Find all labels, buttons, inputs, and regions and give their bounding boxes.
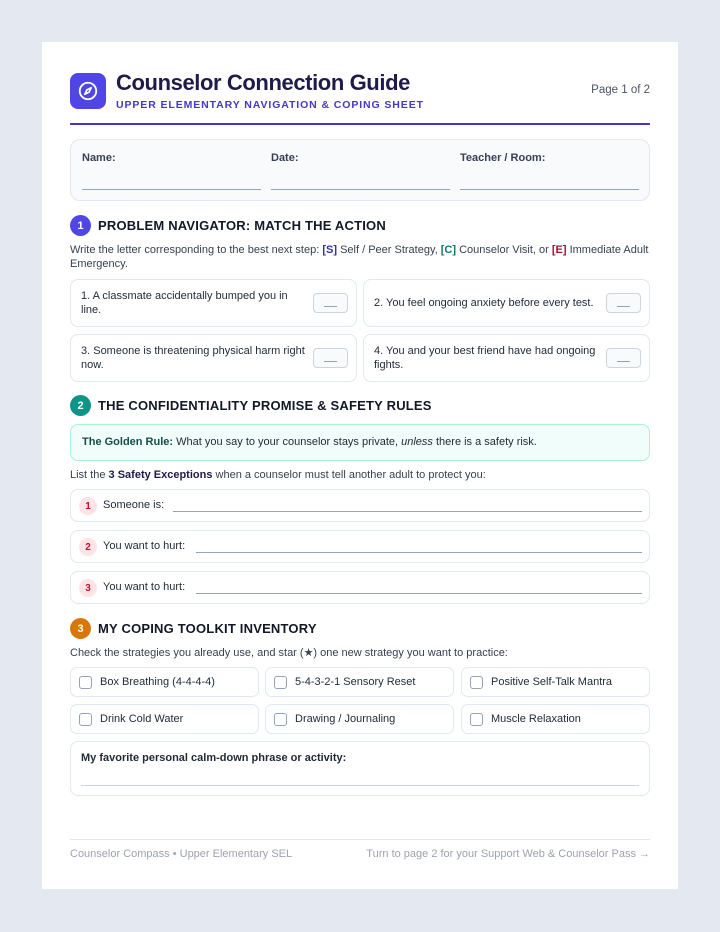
section-1-instructions xyxy=(70,243,650,271)
footer-right: Turn to page 2 for your Support Web & Counselor Pass → xyxy=(366,848,650,860)
tag-emergency-text: Immediate Adult Emergency. xyxy=(70,244,649,270)
strategy-label: Positive Self-Talk Mantra xyxy=(491,676,613,688)
tag-emergency: [E] xyxy=(551,244,567,256)
checkbox[interactable] xyxy=(79,713,92,726)
scenario-text: 1. A classmate accidentally bumped you in line. xyxy=(81,290,288,316)
list-bold: 3 Safety Exceptions xyxy=(108,469,213,481)
strategy-checkbox-item[interactable] xyxy=(70,704,259,734)
exception-number: 1 xyxy=(79,497,97,515)
section-3-instructions: Check the strategies you already use, and star (★) one new strategy you want to practice: xyxy=(70,647,508,659)
scenario-text: 4. You and your best friend have had ongoing fights. xyxy=(374,345,596,371)
section-1-header xyxy=(70,215,386,236)
strategy-label: Drink Cold Water xyxy=(100,713,184,725)
checkbox[interactable] xyxy=(79,676,92,689)
tag-self-text: Self / Peer Strategy, xyxy=(340,244,438,256)
exception-answer-line[interactable] xyxy=(173,511,642,512)
exception-number: 3 xyxy=(79,579,97,597)
page-indicator: Page 1 of 2 xyxy=(591,84,650,96)
strategy-checkbox-item[interactable] xyxy=(461,667,650,697)
golden-rule-text-a: What you say to your counselor stays private, xyxy=(176,436,399,448)
exception-answer-line[interactable] xyxy=(196,593,642,594)
list-prefix: List the xyxy=(70,469,106,481)
answer-box[interactable] xyxy=(313,348,348,368)
safety-exception-row xyxy=(70,489,650,522)
section-3-number: 3 xyxy=(70,618,91,639)
checkbox[interactable] xyxy=(470,713,483,726)
answer-box[interactable] xyxy=(606,348,641,368)
answer-box[interactable] xyxy=(606,293,641,313)
compass-icon xyxy=(70,73,106,109)
scenario-card xyxy=(363,279,650,327)
worksheet-page xyxy=(42,42,678,889)
safety-exception-row xyxy=(70,571,650,604)
name-line[interactable] xyxy=(82,189,261,190)
instr-prefix: Write the letter corresponding to the best next step: xyxy=(70,244,320,256)
golden-rule-callout xyxy=(70,424,650,461)
answer-box[interactable] xyxy=(313,293,348,313)
teacher-room-field[interactable] xyxy=(460,152,639,164)
section-2-title: THE CONFIDENTIALITY PROMISE & SAFETY RULES xyxy=(98,398,432,413)
exception-label: You want to hurt: xyxy=(103,581,186,593)
exception-label: You want to hurt: xyxy=(103,540,186,552)
section-1-number: 1 xyxy=(70,215,91,236)
date-label: Date: xyxy=(271,152,299,164)
strategy-label: Box Breathing (4-4-4-4) xyxy=(100,676,215,688)
safety-exception-row xyxy=(70,530,650,563)
scenario-text: 3. Someone is threatening physical harm right now. xyxy=(81,345,305,371)
student-info-box xyxy=(70,139,650,201)
strategy-checkbox-item[interactable] xyxy=(265,667,454,697)
section-3-header xyxy=(70,618,317,639)
golden-rule-text-b: there is a safety risk. xyxy=(435,436,537,448)
section-2-header xyxy=(70,395,432,416)
strategy-checkbox-item[interactable] xyxy=(461,704,650,734)
strategy-label: Drawing / Journaling xyxy=(295,713,396,725)
favorite-phrase-line[interactable] xyxy=(81,785,639,786)
header-divider xyxy=(70,123,650,125)
checkbox[interactable] xyxy=(274,713,287,726)
date-field[interactable] xyxy=(271,152,450,164)
section-1-title: PROBLEM NAVIGATOR: MATCH THE ACTION xyxy=(98,218,386,233)
teacher-room-label: Teacher / Room: xyxy=(460,152,546,164)
strategy-checkbox-item[interactable] xyxy=(265,704,454,734)
date-line[interactable] xyxy=(271,189,450,190)
page-subtitle: UPPER ELEMENTARY NAVIGATION & COPING SHEET xyxy=(116,99,424,111)
name-field[interactable] xyxy=(82,152,261,164)
golden-rule-emphasis: unless xyxy=(401,436,433,448)
scenario-card xyxy=(70,334,357,382)
tag-counselor: [C] xyxy=(440,244,457,256)
page-title: Counselor Connection Guide xyxy=(116,70,410,95)
footer-left: Counselor Compass • Upper Elementary SEL xyxy=(70,848,293,860)
favorite-phrase-label: My favorite personal calm-down phrase or activity: xyxy=(81,752,347,764)
exception-number: 2 xyxy=(79,538,97,556)
scenario-text: 2. You feel ongoing anxiety before every test. xyxy=(374,297,594,309)
strategy-label: Muscle Relaxation xyxy=(491,713,581,725)
exception-answer-line[interactable] xyxy=(196,552,642,553)
teacher-room-line[interactable] xyxy=(460,189,639,190)
tag-self: [S] xyxy=(322,244,338,256)
footer-divider xyxy=(70,839,650,840)
checkbox[interactable] xyxy=(470,676,483,689)
favorite-phrase-box xyxy=(70,741,650,796)
tag-counselor-text: Counselor Visit, or xyxy=(459,244,549,256)
strategy-label: 5-4-3-2-1 Sensory Reset xyxy=(295,676,416,688)
name-label: Name: xyxy=(82,152,116,164)
section-2-number: 2 xyxy=(70,395,91,416)
checkbox[interactable] xyxy=(274,676,287,689)
safety-exceptions-instructions xyxy=(70,468,650,482)
golden-rule-label: The Golden Rule: xyxy=(82,436,174,448)
strategy-checkbox-item[interactable] xyxy=(70,667,259,697)
list-suffix: when a counselor must tell another adult to protect you: xyxy=(215,469,486,481)
section-3-title: MY COPING TOOLKIT INVENTORY xyxy=(98,621,317,636)
scenario-card xyxy=(70,279,357,327)
scenario-card xyxy=(363,334,650,382)
exception-label: Someone is: xyxy=(103,499,165,511)
